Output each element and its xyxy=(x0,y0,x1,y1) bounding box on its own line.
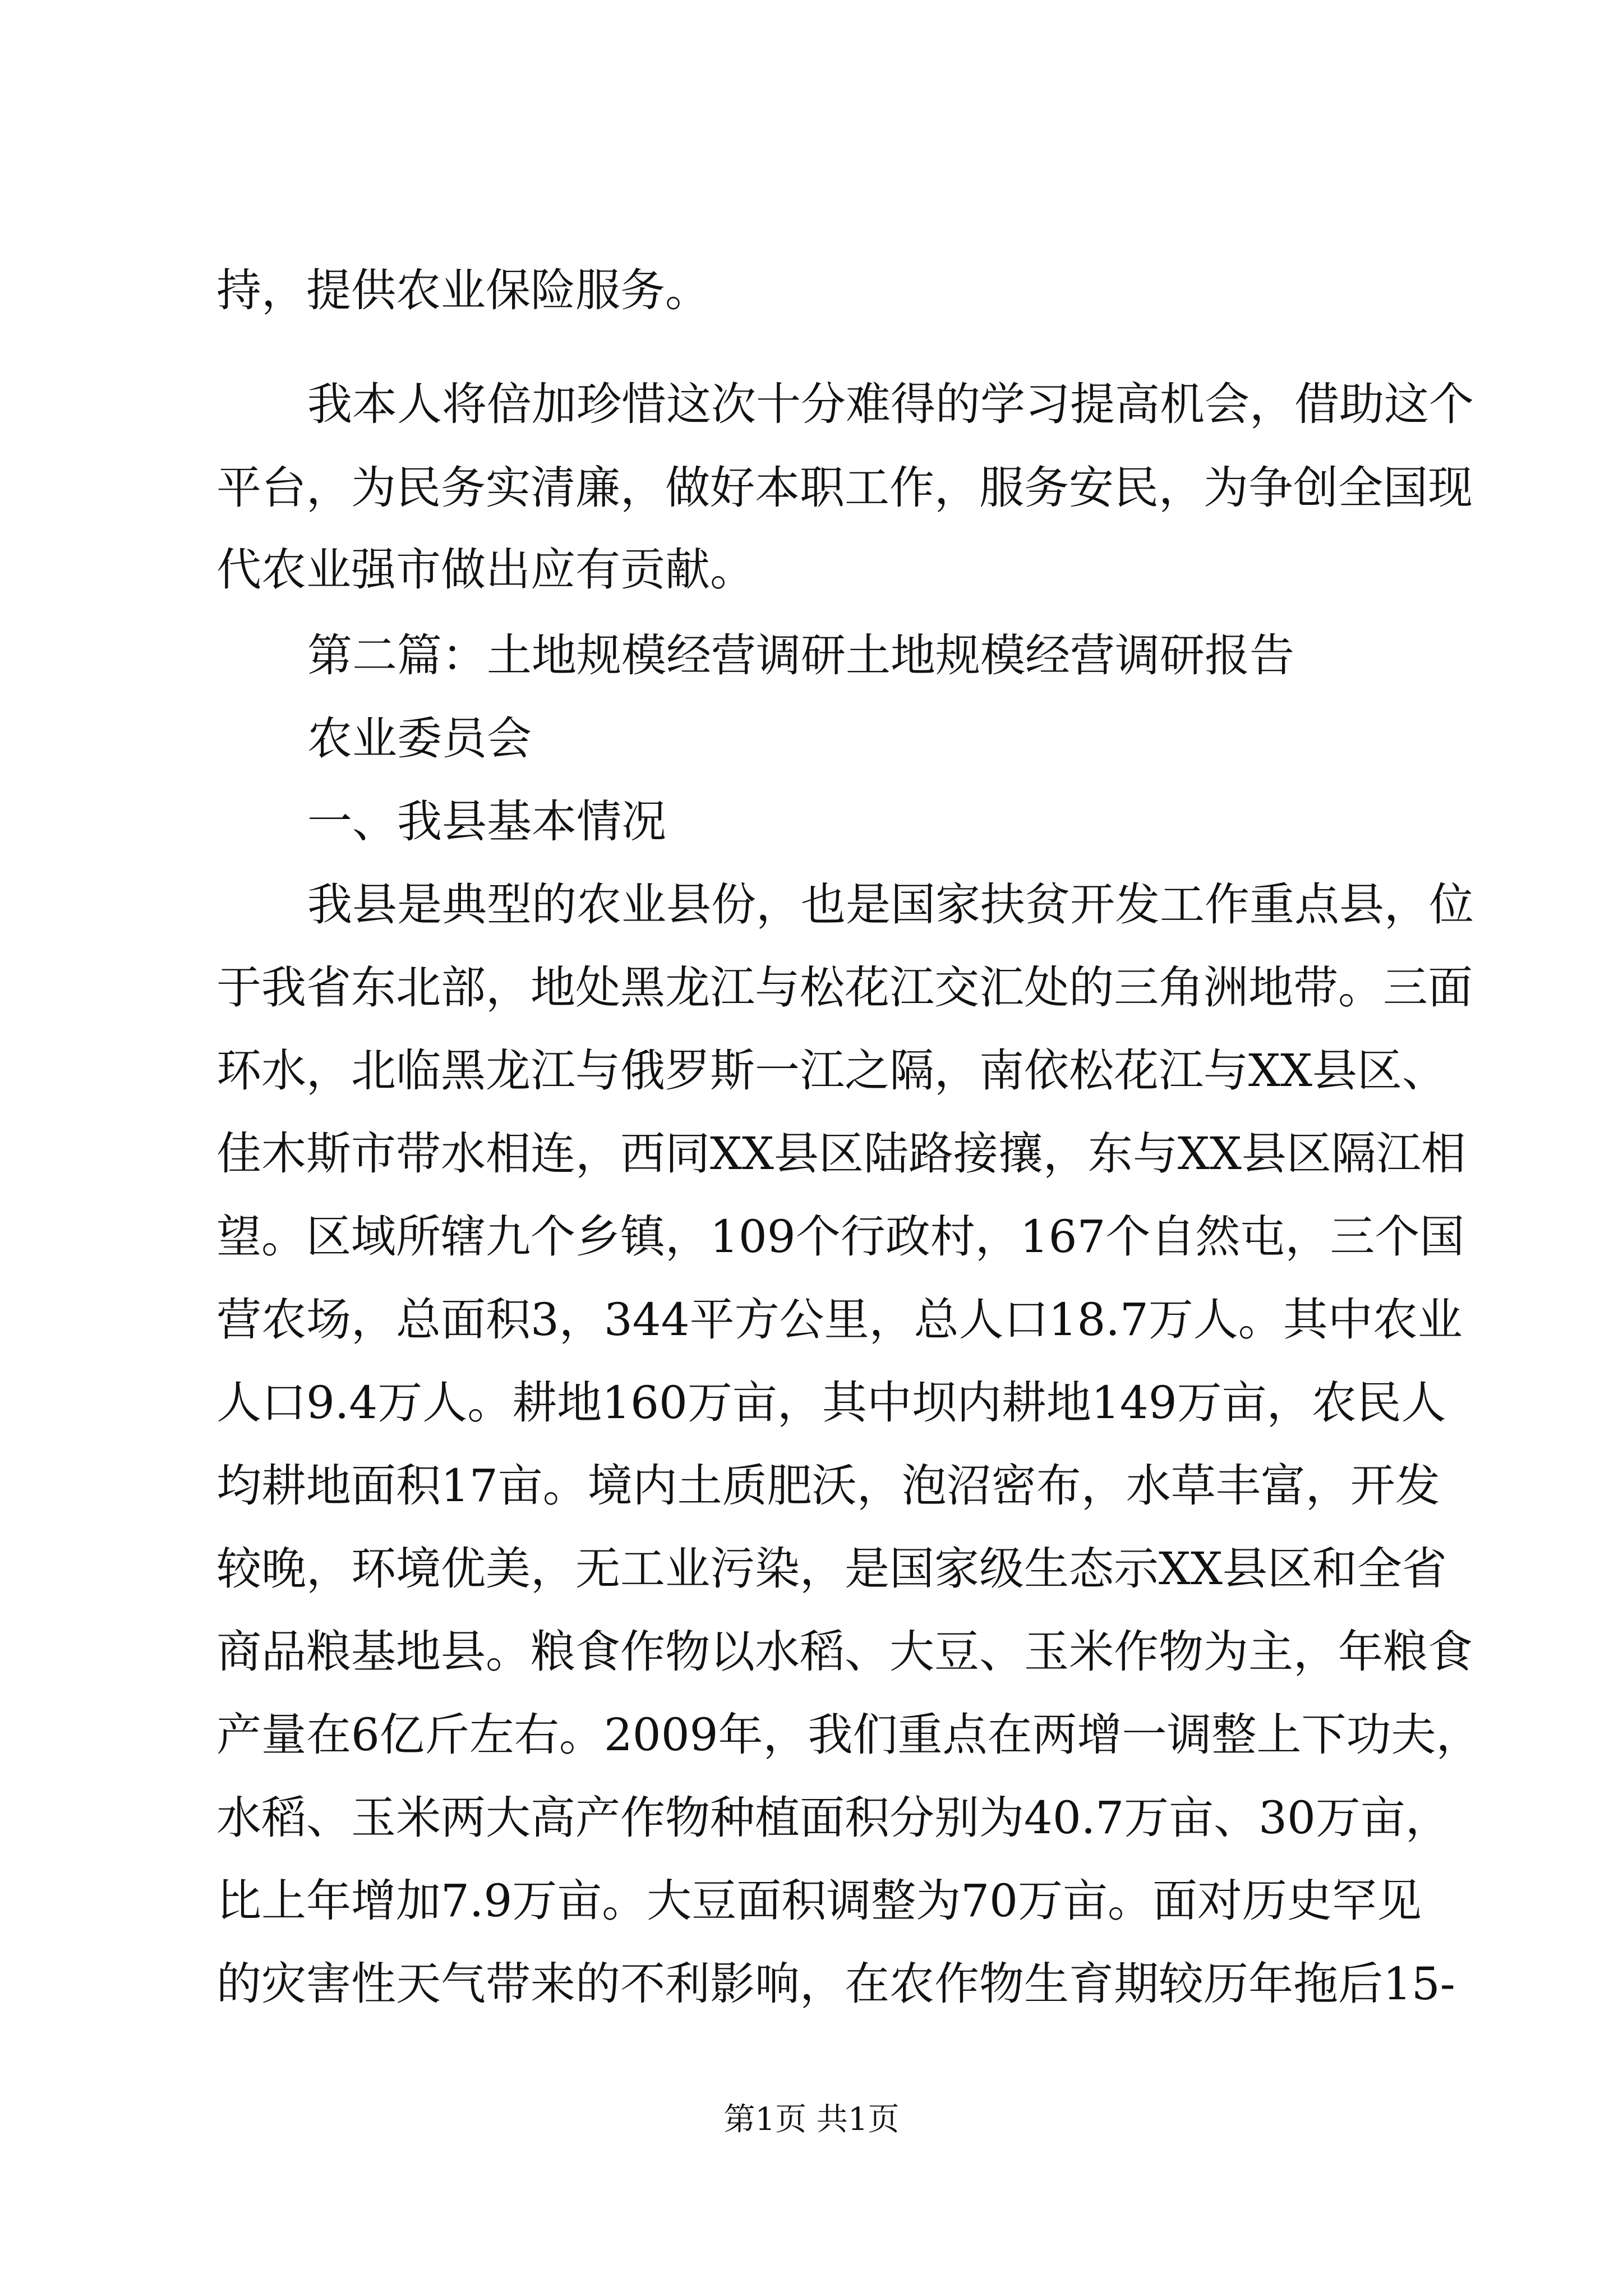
text-line: 农业委员会 xyxy=(307,712,532,765)
text-line: 比上年增加7.9万亩。大豆面积调整为70万亩。面对历史罕见 xyxy=(216,1875,1422,1927)
text-line: 的灾害性天气带来的不利影响，在农作物生育期较历年拖后15- xyxy=(216,1958,1455,2010)
text-line: 均耕地面积17亩。境内土质肥沃，泡沼密布，水草丰富，开发 xyxy=(216,1460,1440,1512)
text-line: 较晚，环境优美，无工业污染，是国家级生态示XX县区和全省 xyxy=(216,1543,1447,1595)
text-line: 于我省东北部，地处黑龙江与松花江交汇处的三角洲地带。三面 xyxy=(216,961,1473,1014)
section-title: 第二篇：土地规模经营调研土地规模经营调研报告 xyxy=(307,629,1294,682)
text-line: 产量在6亿斤左右。2009年，我们重点在两增一调整上下功夫， xyxy=(216,1709,1481,1761)
text-line: 佳木斯市带水相连，西同XX县区陆路接攘，东与XX县区隔江相 xyxy=(216,1128,1466,1180)
text-line: 人口9.4万人。耕地160万亩，其中坝内耕地149万亩，农民人 xyxy=(216,1377,1446,1429)
text-line: 商品粮基地县。粮食作物以水稻、大豆、玉米作物为主，年粮食 xyxy=(216,1626,1473,1678)
text-line: 我本人将倍加珍惜这次十分难得的学习提高机会，借助这个 xyxy=(307,378,1474,430)
text-line: 持，提供农业保险服务。 xyxy=(216,264,710,316)
section-heading: 一、我县基本情况 xyxy=(307,795,666,848)
page-footer: 第1页 共1页 xyxy=(723,2101,900,2138)
text-line: 代农业强市做出应有贡献。 xyxy=(216,544,755,596)
text-line: 环水，北临黑龙江与俄罗斯一江之隔，南依松花江与XX县区、 xyxy=(216,1045,1447,1097)
text-line: 营农场，总面积3，344平方公里，总人口18.7万人。其中农业 xyxy=(216,1294,1463,1346)
text-line: 我县是典型的农业县份，也是国家扶贫开发工作重点县，位 xyxy=(307,878,1474,931)
text-line: 水稻、玉米两大高产作物种植面积分别为40.7万亩、30万亩， xyxy=(216,1792,1450,1844)
text-line: 望。区域所辖九个乡镇，109个行政村，167个自然屯，三个国 xyxy=(216,1211,1465,1263)
text-line: 平台，为民务实清廉，做好本职工作，服务安民，为争创全国现 xyxy=(216,462,1473,514)
